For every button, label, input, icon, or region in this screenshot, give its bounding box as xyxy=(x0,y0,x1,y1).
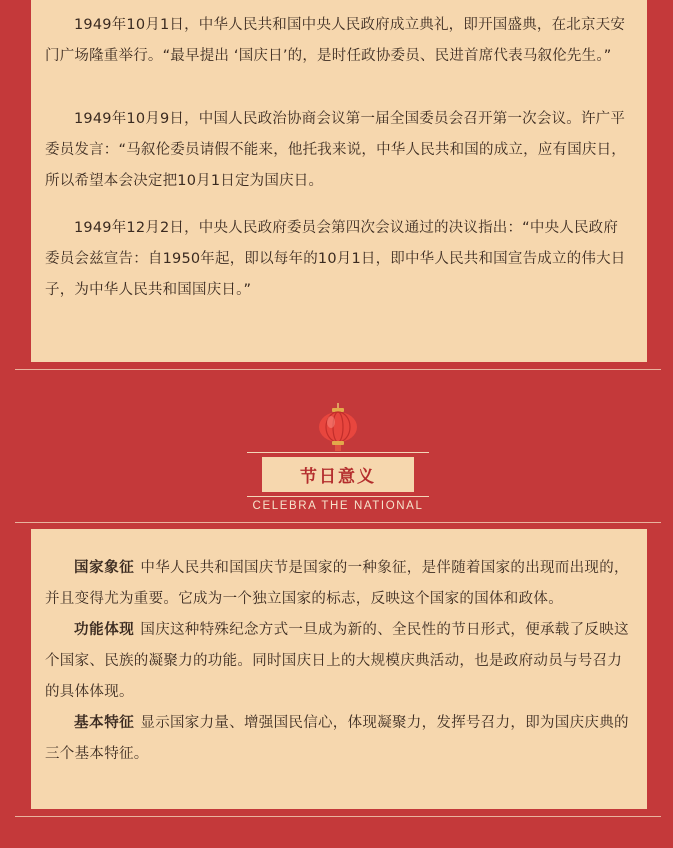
section-subtitle: CELEBRA THE NATIONAL xyxy=(252,500,424,512)
lantern-icon xyxy=(316,403,360,451)
history-card xyxy=(31,0,647,362)
history-paragraph-3: 1949年12月2日，中央人民政府委员会第四次会议通过的决议指出：“中央人民政府委员会兹宣告：自1950年起，即以每年的10月1日，即中华人民共和国宣告成立的伟大日子，为中华人民共和国国庆日。” xyxy=(45,220,626,298)
meaning-label: 国家象征 xyxy=(74,560,135,576)
title-line-top xyxy=(247,452,429,453)
history-paragraph-1: 1949年10月1日，中华人民共和国中央人民政府成立典礼，即开国盛典，在北京天安门广场隆重举行。“最早提出 ‘国庆日’的，是时任政协委员、民进首席代表马叙伦先生。” xyxy=(45,17,626,64)
meaning-text: 显示国家力量、增强国民信心，体现凝聚力，发挥号召力，即为国庆庆典的三个基本特征。 xyxy=(45,715,629,762)
meaning-text: 中华人民共和国国庆节是国家的一种象征，是伴随着国家的出现而出现的，并且变得尤为重要。它成为一个独立国家的标志，反映这个国家的国体和政体。 xyxy=(45,560,629,607)
meaning-card xyxy=(31,529,647,809)
meaning-item xyxy=(45,615,629,708)
section-title-block xyxy=(247,403,429,513)
divider-bottom xyxy=(15,816,661,817)
section-title: 节日意义 xyxy=(262,457,414,492)
history-paragraph-2: 1949年10月9日，中国人民政治协商会议第一届全国委员会召开第一次会议。许广平委员发言：“马叙伦委员请假不能来，他托我来说，中华人民共和国的成立，应有国庆日，所以希望本会决定把10月1日定为国庆日。 xyxy=(45,111,627,189)
title-line-bottom xyxy=(247,496,429,497)
meaning-label: 基本特征 xyxy=(74,715,135,731)
meaning-item xyxy=(45,553,629,615)
meaning-text: 国庆这种特殊纪念方式一旦成为新的、全民性的节日形式，便承载了反映这个国家、民族的凝聚力的功能。同时国庆日上的大规模庆典活动，也是政府动员与号召力的具体体现。 xyxy=(45,622,629,700)
divider-top xyxy=(15,369,661,370)
meaning-label: 功能体现 xyxy=(74,622,135,638)
meaning-item xyxy=(45,708,629,770)
divider-middle xyxy=(15,522,661,523)
